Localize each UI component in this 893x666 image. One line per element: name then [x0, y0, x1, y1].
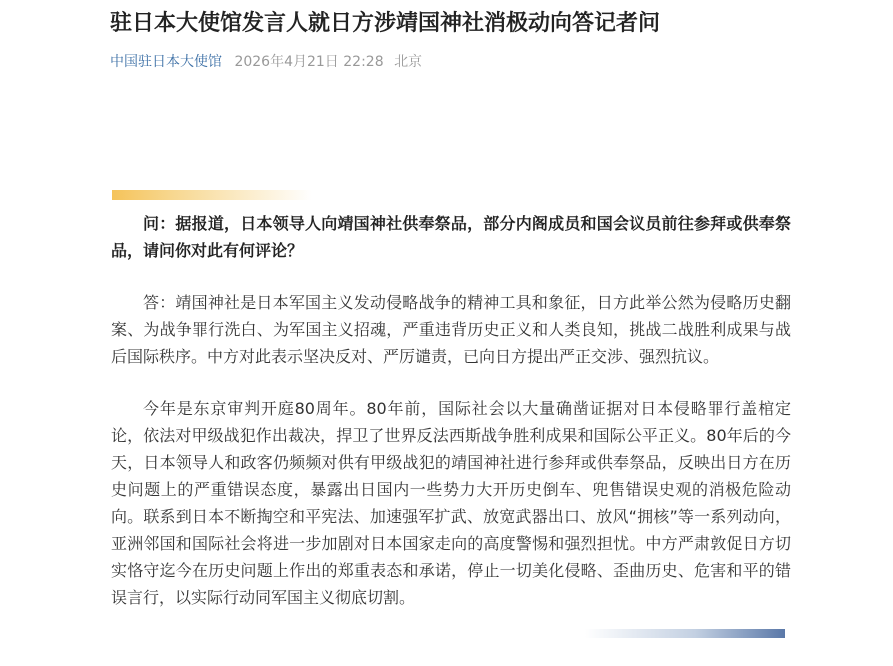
question-paragraph: 问：据报道，日本领导人向靖国神社供奉祭品，部分内阁成员和国会议员前往参拜或供奉祭品，请问你对此有何评论？: [111, 214, 791, 260]
decorative-divider-bottom: [585, 629, 785, 638]
answer-paragraph: 答：靖国神社是日本军国主义发动侵略战争的精神工具和象征，日方此举公然为侵略历史翻案、为战争罪行洗白、为军国主义招魂，严重违背历史正义和人类良知，挑战二战胜利成果与战后国际秩序。中方对此表示坚决反对、严厉谴责，已向日方提出严正交涉、强烈抗议。: [111, 293, 791, 366]
body-paragraph: 今年是东京审判开庭80周年。80年前，国际社会以大量确凿证据对日本侵略罪行盖棺定论，依法对甲级战犯作出裁决，捍卫了世界反法西斯战争胜利成果和国际公平正义。80年后的今天，日本领导人和政客仍频频对供有甲级战犯的靖国神社进行参拜或供奉祭品，反映出日方在历史问题上的严重错误态度，暴露出日国内一些势力大开历史倒车、兜售错误史观的消极危险动向。联系到日本不断掏空和平宪法、加速强军扩武、放宽武器出口、放风“拥核”等一系列动向，亚洲邻国和国际社会将进一步加剧对日本国家走向的高度警惕和强烈担忧。中方严肃敦促日方切实恪守迄今在历史问题上作出的郑重表态和承诺，停止一切美化侵略、歪曲历史、危害和平的错误言行，以实际行动同军国主义彻底切割。: [111, 399, 791, 607]
article-title: 驻日本大使馆发言人就日方涉靖国神社消极动向答记者问: [110, 11, 661, 36]
publish-location: 北京: [394, 54, 423, 70]
decorative-divider-top: [112, 190, 312, 200]
publish-datetime: 2026年4月21日 22:28: [234, 54, 384, 70]
article-meta: [110, 52, 422, 72]
source-link[interactable]: 中国驻日本大使馆: [110, 54, 222, 70]
article-body: [111, 210, 791, 611]
